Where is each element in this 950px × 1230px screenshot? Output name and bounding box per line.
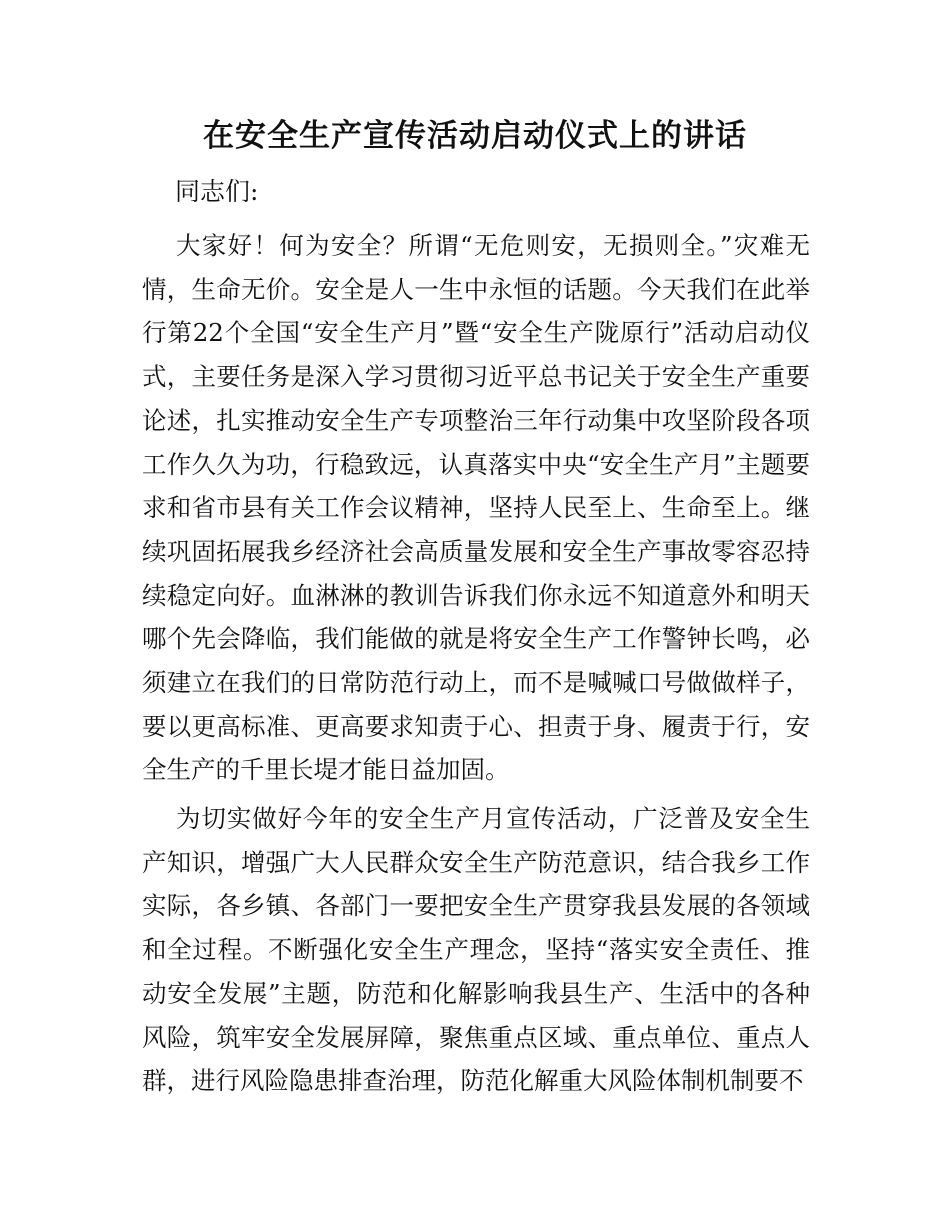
document-title: 在安全生产宣传活动启动仪式上的讲话 <box>203 118 747 154</box>
body-paragraph-1: 大家好！何为安全？所谓“无危则安，无损则全。”灾难无情，生命无价。安全是人一生中永恒的话题。今天我们在此举行第22个全国“安全生产月”暨“安全生产陇原行”活动启动仪式，主要任务是深入学习贯彻习近平总书记关于安全生产重要论述，扎实推动安全生产专项整治三年行动集中攻坚阶段各项工作久久为功，行稳致远，认真落实中央“安全生产月”主题要求和省市县有关工作会议精神，坚持人民至上、生命至上。继续巩固拓展我乡经济社会高质量发展和安全生产事故零容忍持续稳定向好。血淋淋的教训告诉我们你永远不知道意外和明天哪个先会降临，我们能做的就是将安全生产工作警钟长鸣，必须建立在我们的日常防范行动上，而不是喊喊口号做做样子，要以更高标准、更高要求知责于心、担责于身、履责于行，安全生产的千里长堤才能日益加固。 <box>142 231 810 785</box>
salutation: 同志们: <box>175 177 259 206</box>
body-paragraph-2: 为切实做好今年的安全生产月宣传活动，广泛普及安全生产知识，增强广大人民群众安全生产防范意识，结合我乡工作实际，各乡镇、各部门一要把安全生产贯穿我县发展的各领域和全过程。不断强化安全生产理念，坚持“落实安全责任、推动安全发展”主题，防范和化解影响我县生产、生活中的各种风险，筑牢安全发展屏障，聚焦重点区域、重点单位、重点人群，进行风险隐患排查治理，防范化解重大风险体制机制要不 <box>142 804 810 1096</box>
